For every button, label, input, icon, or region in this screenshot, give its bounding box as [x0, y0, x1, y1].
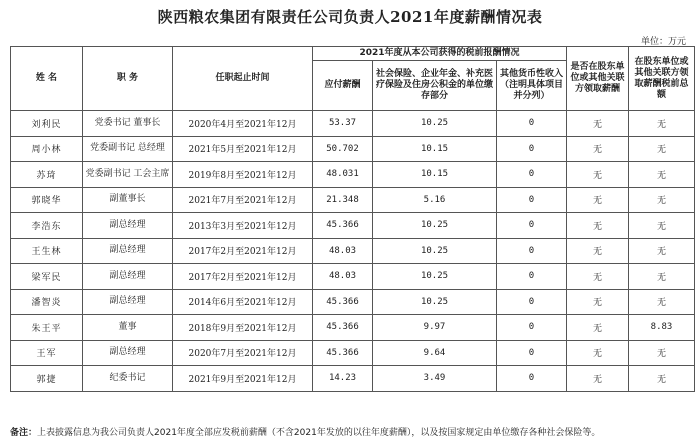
cell-position: 副董事长	[83, 187, 173, 213]
cell-social: 10.15	[373, 162, 497, 188]
cell-name: 周小林	[11, 136, 83, 162]
cell-salary: 45.366	[313, 315, 373, 341]
cell-salary: 48.03	[313, 238, 373, 264]
cell-shareholder-total: 无	[629, 264, 695, 290]
cell-name: 王军	[11, 340, 83, 366]
cell-position: 纪委书记	[83, 366, 173, 392]
footnote	[10, 425, 600, 438]
table-row	[11, 289, 695, 315]
cell-shareholder: 无	[567, 315, 629, 341]
cell-salary: 21.348	[313, 187, 373, 213]
cell-other: 0	[497, 213, 567, 239]
cell-shareholder-total: 无	[629, 340, 695, 366]
cell-other: 0	[497, 264, 567, 290]
cell-salary: 45.366	[313, 289, 373, 315]
cell-other: 0	[497, 340, 567, 366]
cell-tenure: 2017年2月至2021年12月	[173, 264, 313, 290]
cell-salary: 45.366	[313, 213, 373, 239]
cell-shareholder-total: 无	[629, 366, 695, 392]
cell-tenure: 2020年7月至2021年12月	[173, 340, 313, 366]
header-other: 其他货币性收入（注明具体项目并分列）	[497, 61, 567, 111]
cell-tenure: 2019年8月至2021年12月	[173, 162, 313, 188]
cell-shareholder-total: 8.83	[629, 315, 695, 341]
cell-position: 党委书记 董事长	[83, 111, 173, 137]
cell-shareholder: 无	[567, 162, 629, 188]
cell-name: 王生林	[11, 238, 83, 264]
table-row	[11, 162, 695, 188]
cell-name: 潘智炎	[11, 289, 83, 315]
cell-name: 李浩东	[11, 213, 83, 239]
cell-position: 副总经理	[83, 340, 173, 366]
cell-shareholder: 无	[567, 136, 629, 162]
cell-shareholder-total: 无	[629, 187, 695, 213]
header-group: 2021年度从本公司获得的税前报酬情况	[313, 47, 567, 61]
table-row	[11, 136, 695, 162]
cell-shareholder-total: 无	[629, 162, 695, 188]
cell-shareholder-total: 无	[629, 111, 695, 137]
table-row	[11, 111, 695, 137]
cell-social: 10.25	[373, 238, 497, 264]
table-row	[11, 315, 695, 341]
cell-social: 10.25	[373, 111, 497, 137]
cell-tenure: 2014年6月至2021年12月	[173, 289, 313, 315]
cell-tenure: 2021年5月至2021年12月	[173, 136, 313, 162]
cell-position: 董事	[83, 315, 173, 341]
cell-shareholder-total: 无	[629, 238, 695, 264]
header-position: 职 务	[83, 47, 173, 111]
cell-social: 5.16	[373, 187, 497, 213]
cell-position: 副总经理	[83, 238, 173, 264]
cell-shareholder: 无	[567, 289, 629, 315]
header-shareholder-total: 在股东单位或其他关联方领取薪酬税前总额	[629, 47, 695, 111]
cell-social: 3.49	[373, 366, 497, 392]
cell-salary: 45.366	[313, 340, 373, 366]
cell-other: 0	[497, 238, 567, 264]
cell-other: 0	[497, 366, 567, 392]
unit-label: 单位：万元	[640, 37, 686, 47]
cell-social: 10.25	[373, 289, 497, 315]
cell-social: 9.64	[373, 340, 497, 366]
cell-social: 10.25	[373, 264, 497, 290]
table-row	[11, 264, 695, 290]
cell-position: 党委副书记 工会主席	[83, 162, 173, 188]
header-tenure: 任职起止时间	[173, 47, 313, 111]
cell-other: 0	[497, 136, 567, 162]
cell-shareholder-total: 无	[629, 213, 695, 239]
cell-salary: 50.702	[313, 136, 373, 162]
cell-name: 朱王平	[11, 315, 83, 341]
table-row	[11, 187, 695, 213]
footnote-label: 备注：	[10, 428, 38, 438]
cell-social: 10.15	[373, 136, 497, 162]
cell-social: 9.97	[373, 315, 497, 341]
cell-name: 郭捷	[11, 366, 83, 392]
cell-position: 副总经理	[83, 289, 173, 315]
cell-salary: 14.23	[313, 366, 373, 392]
cell-social: 10.25	[373, 213, 497, 239]
cell-position: 副总经理	[83, 213, 173, 239]
page-title: 陕西粮农集团有限责任公司负责人2021年度薪酬情况表	[157, 8, 543, 26]
header-social: 社会保险、企业年金、补充医疗保险及住房公积金的单位缴存部分	[373, 61, 497, 111]
cell-tenure: 2018年9月至2021年12月	[173, 315, 313, 341]
cell-other: 0	[497, 162, 567, 188]
table-row	[11, 213, 695, 239]
cell-tenure: 2021年9月至2021年12月	[173, 366, 313, 392]
cell-shareholder: 无	[567, 187, 629, 213]
cell-tenure: 2021年7月至2021年12月	[173, 187, 313, 213]
cell-position: 党委副书记 总经理	[83, 136, 173, 162]
cell-other: 0	[497, 187, 567, 213]
cell-salary: 53.37	[313, 111, 373, 137]
cell-name: 郭晓华	[11, 187, 83, 213]
cell-shareholder: 无	[567, 213, 629, 239]
footnote-text: 上表披露信息为我公司负责人2021年度全部应发税前薪酬（不含2021年发放的以往年度薪酬），以及按国家规定由单位缴存各种社会保险等。	[37, 428, 601, 438]
cell-salary: 48.03	[313, 264, 373, 290]
cell-shareholder: 无	[567, 238, 629, 264]
cell-shareholder: 无	[567, 111, 629, 137]
cell-shareholder: 无	[567, 366, 629, 392]
cell-position: 副总经理	[83, 264, 173, 290]
cell-tenure: 2020年4月至2021年12月	[173, 111, 313, 137]
header-salary: 应付薪酬	[313, 61, 373, 111]
cell-other: 0	[497, 289, 567, 315]
cell-shareholder-total: 无	[629, 136, 695, 162]
salary-table	[10, 46, 695, 392]
cell-other: 0	[497, 111, 567, 137]
cell-salary: 48.031	[313, 162, 373, 188]
cell-tenure: 2013年3月至2021年12月	[173, 213, 313, 239]
cell-shareholder-total: 无	[629, 289, 695, 315]
header-shareholder: 是否在股东单位或其他关联方领取薪酬	[567, 47, 629, 111]
cell-name: 梁军民	[11, 264, 83, 290]
cell-other: 0	[497, 315, 567, 341]
table-row	[11, 366, 695, 392]
cell-shareholder: 无	[567, 340, 629, 366]
cell-name: 刘利民	[11, 111, 83, 137]
table-row	[11, 238, 695, 264]
cell-tenure: 2017年2月至2021年12月	[173, 238, 313, 264]
cell-name: 苏琦	[11, 162, 83, 188]
table-row	[11, 340, 695, 366]
cell-shareholder: 无	[567, 264, 629, 290]
header-name: 姓 名	[11, 47, 83, 111]
